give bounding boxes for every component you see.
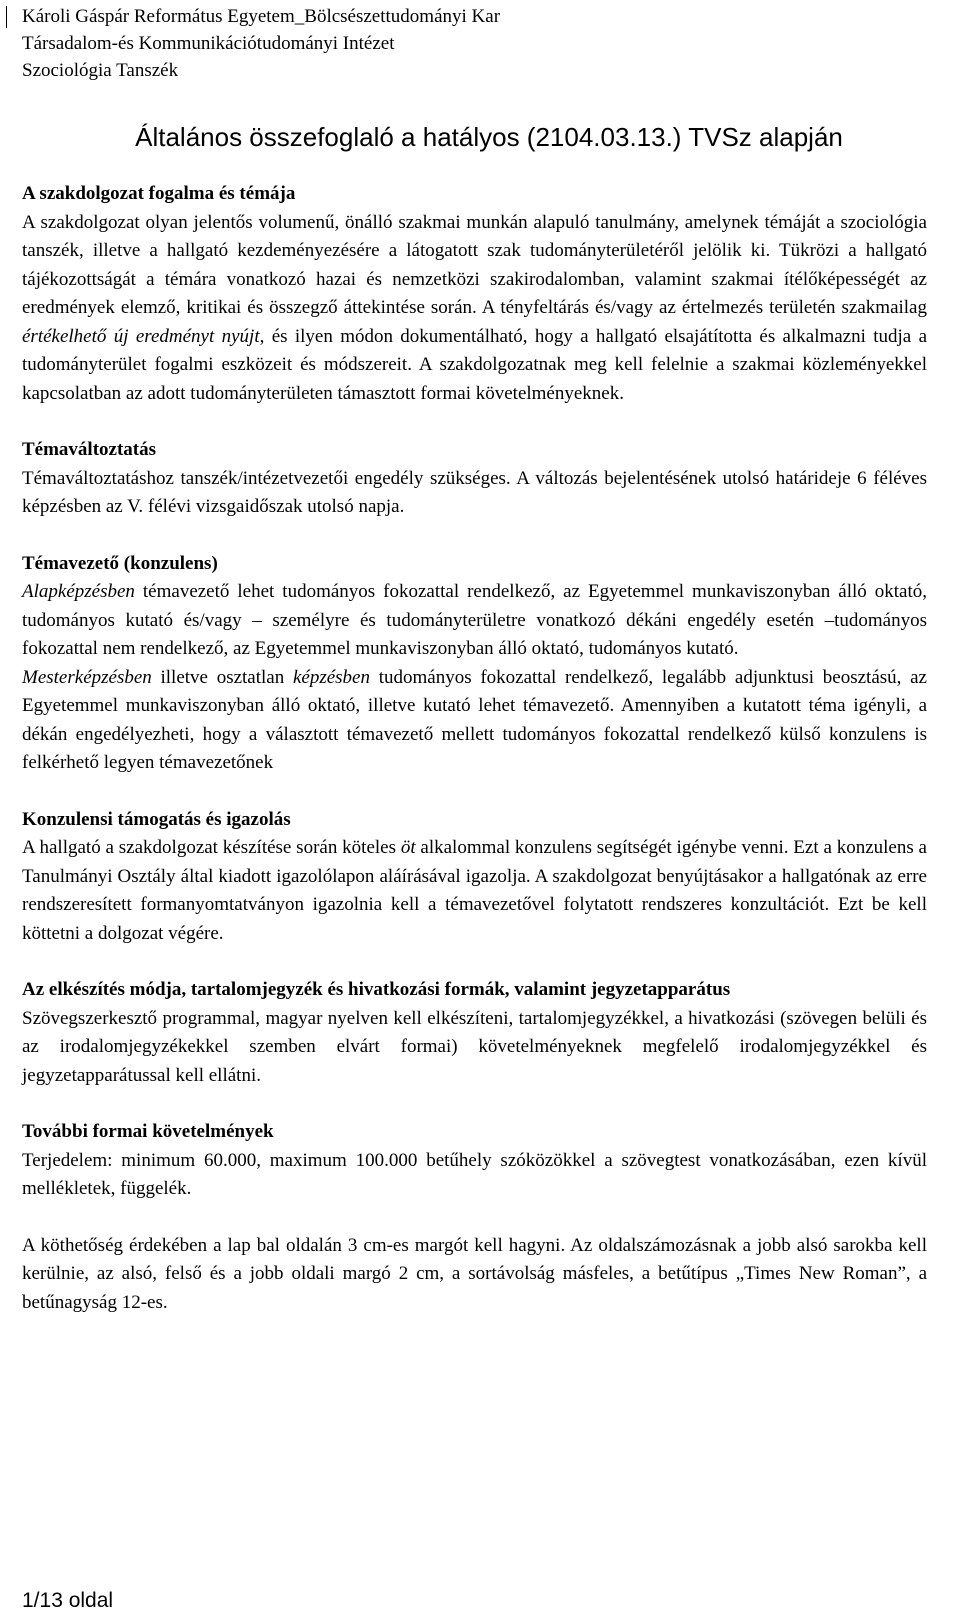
text-run: A szakdolgozat olyan jelentős volumenű, önálló szakmai munkán alapuló tanulmány, amelynek témáját a szociológia tanszék, illetve a hallgató kezdeményezésére a látogatott szak tudományterületéről jelölik ki. Tükrözi a hallgató tájékozottságát a témára vonatkozó hazai és nemzetközi szakirodalomban, valamint szakmai ítélőképességét az eredmények elemző, kritikai és összegző áttekintése során. A tényfeltárás és/vagy az értelmezés területén szakmailag	[22, 211, 927, 318]
emphasis-text: öt	[400, 837, 416, 858]
header-department: Szociológia Tanszék	[22, 60, 179, 81]
text-run: témavezető lehet tudományos fokozattal rendelkező, az Egyetemmel munkaviszonyban álló oktató, tudományos kutató és/vagy – személyre és tudományterületre vonatkozó dékáni engedély esetén –tudományos fokozattal nem rendelkező, az Egyetemmel munkaviszonyban álló oktató, tudományos kutató.	[22, 581, 927, 659]
text-run: illetve osztatlan	[151, 666, 293, 688]
section-heading: Témaváltoztatás	[22, 439, 157, 460]
emphasis-text: értékelhető új eredményt nyújt	[22, 325, 260, 347]
section-heading: A szakdolgozat fogalma és témája	[22, 183, 296, 204]
emphasis-text: Alapképzésben	[22, 581, 135, 602]
section-paragraph	[22, 209, 927, 409]
section-paragraph	[22, 664, 927, 778]
header-institute: Társadalom-és Kommunikációtudományi Intézet	[22, 33, 395, 54]
section-heading: További formai követelmények	[22, 1121, 274, 1142]
section-paragraph: Szövegszerkesztő programmal, magyar nyelven kell elkészíteni, tartalomjegyzékkel, a hivatkozási (szövegen belüli és az irodalomjegyzékekkel szemben elvárt formai) követelményeknek megfelelő irodalomjegyzékkel és jegyzetapparátussal kell ellátni.	[22, 1007, 927, 1086]
section-paragraph: Terjedelem: minimum 60.000, maximum 100.000 betűhely szóközökkel a szövegtest vonatkozásában, ezen kívül mellékletek, függelék.	[22, 1149, 927, 1199]
document-title: Általános összefoglaló a hatályos (2104.03.13.) TVSz alapján	[135, 122, 843, 152]
section-thesis-concept	[22, 180, 927, 408]
page-number: 1/13 oldal	[22, 1589, 114, 1612]
institution-header	[22, 3, 500, 84]
header-university: Károli Gáspár Református Egyetem_Bölcsészettudományi Kar	[22, 6, 501, 27]
paragraph-gap	[22, 1204, 927, 1232]
section-heading: Az elkészítés módja, tartalomjegyzék és hivatkozási formák, valamint jegyzetapparátus	[22, 979, 731, 1000]
document-body	[22, 180, 927, 1345]
text-run: alkalommal konzulens segítségét igénybe venni. Ezt a konzulens a Tanulmányi Osztály által kiadott igazolólapon aláírásával igazolja. A szakdolgozat benyújtásakor a hallgatónak az erre rendszeresített formanyomtatványon igazolnia kell a témavezetővel folytatott rendszeres konzultációt. Ezt be kell köttetni a dolgozat végére.	[22, 837, 927, 944]
section-paragraph: Témaváltoztatáshoz tanszék/intézetvezetői engedély szükséges. A változás bejelentésének utolsó határideje 6 féléves képzésben az V. félévi vizsgaidőszak utolsó napja.	[22, 467, 927, 517]
section-formal-requirements	[22, 1118, 927, 1317]
section-supervisor	[22, 550, 927, 778]
header-margin-bar	[6, 6, 7, 28]
section-topic-change	[22, 436, 927, 522]
section-paragraph	[22, 834, 927, 948]
section-heading: Konzulensi támogatás és igazolás	[22, 808, 291, 830]
emphasis-text: képzésben	[292, 666, 370, 688]
text-run: , és ilyen módon dokumentálható, hogy a hallgató elsajátította és alkalmazni tudja a tudományterület fogalmi eszközeit és módszereit. A szakdolgozatnak meg kell felelnie a szakmai közleményekkel kapcsolatban az adott tudományterületen támasztott formai követelményeknek.	[22, 325, 927, 404]
section-preparation	[22, 976, 927, 1090]
section-heading: Témavezető (konzulens)	[22, 552, 218, 574]
emphasis-text: Mesterképzésben	[22, 666, 152, 688]
section-paragraph	[22, 578, 927, 664]
section-consultation	[22, 806, 927, 949]
section-paragraph: A köthetőség érdekében a lap bal oldalán 3 cm-es margót kell hagyni. Az oldalszámozásnak a jobb alsó sarokba kell kerülnie, az alsó, felső és a jobb oldali margó 2 cm, a sortávolság másfeles, a betűtípus „Times New Roman”, a betűnagyság 12-es.	[22, 1234, 927, 1313]
text-run: A hallgató a szakdolgozat készítése során köteles	[22, 837, 401, 858]
text-run: tudományos fokozattal rendelkező, legalább adjunktusi beosztású, az Egyetemmel munkaviszonyban álló oktató, illetve kutató lehet témavezető. Amennyiben a kutatott téma igényli, a dékán engedélyezheti, hogy a választott témavezető mellett tudományos fokozattal rendelkező külső konzulens is felkérhető legyen témavezetőnek	[22, 666, 927, 773]
